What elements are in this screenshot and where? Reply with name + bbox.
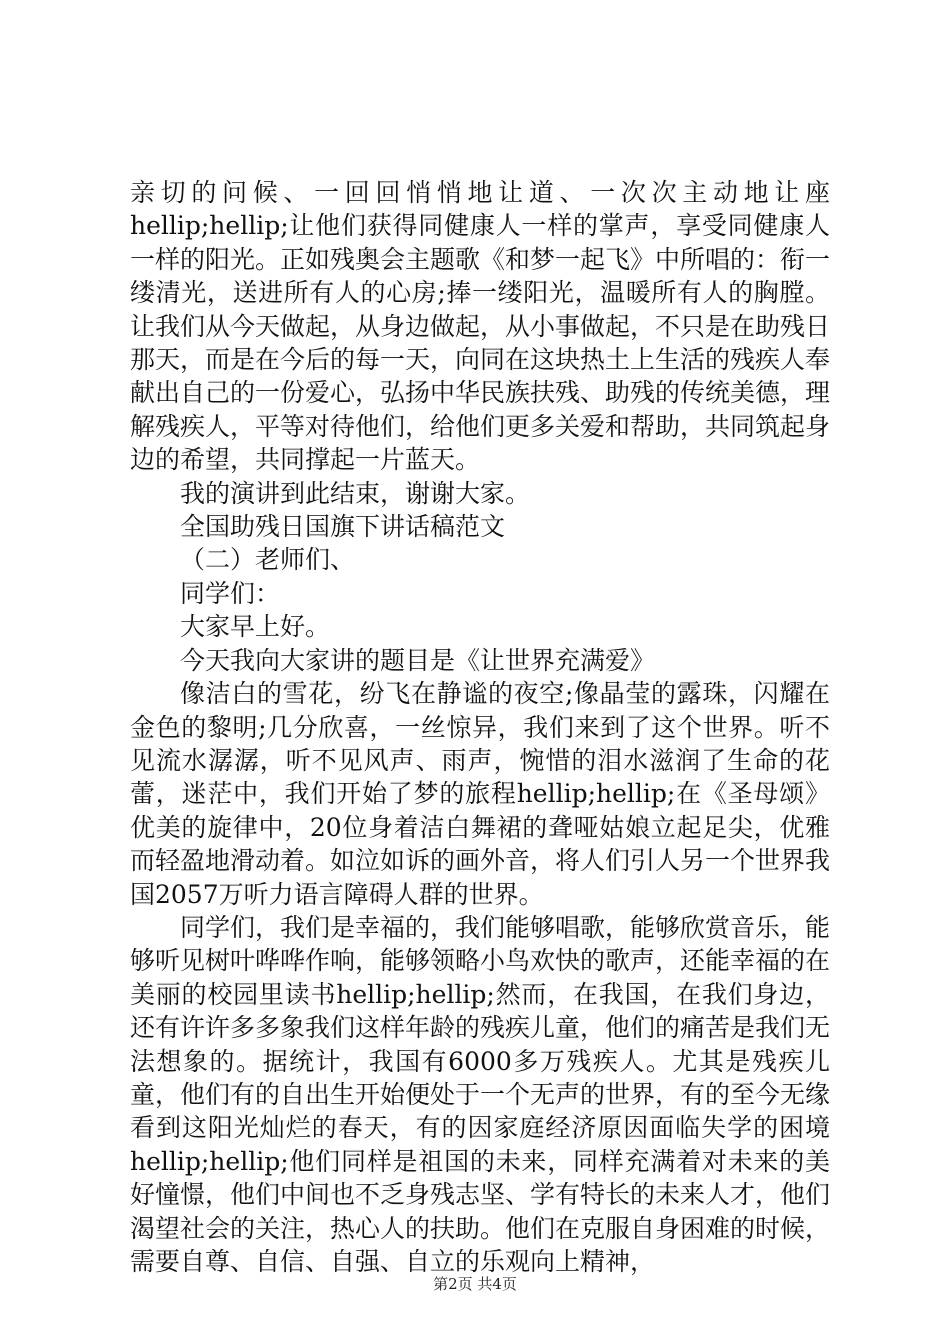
paragraph-6: 大家早上好。 xyxy=(180,612,331,642)
page-footer: 第2页 共4页 xyxy=(433,1275,517,1293)
paragraph-3: 全国助残日国旗下讲话稿范文 xyxy=(180,512,506,542)
paragraph-7: 今天我向大家讲的题目是《让世界充满爱》 xyxy=(180,645,656,675)
paragraph-2: 我的演讲到此结束，谢谢大家。 xyxy=(180,478,531,508)
paragraph-8: 像洁白的雪花，纷飞在静谧的夜空;像晶莹的露珠，闪耀在金色的黎明;几分欣喜，一丝惊异，我们来到了这个世界。听不见流水潺潺，听不见风声、雨声，惋惜的泪水滋润了生命的花蕾，迷茫中，我们开始了梦的旅程hellip;hellip;在《圣母颂》优美的旋律中，20位身着洁白舞裙的聋哑姑娘立起足尖，优雅而轻盈地滑动着。如泣如诉的画外音，将人们引人另一个世界我国2057万听力语言障碍人群的世界。 xyxy=(130,679,831,909)
paragraph-5: 同学们： xyxy=(180,578,281,608)
paragraph-1: 亲切的问候、一回回悄悄地让道、一次次主动地让座hellip;hellip;让他们获得同健康人一样的掌声，享受同健康人一样的阳光。正如残奥会主题歌《和梦一起飞》中所唱的：衔一缕清光，送进所有人的心房;捧一缕阳光，温暖所有人的胸膛。让我们从今天做起，从身边做起，从小事做起，不只是在助残日那天，而是在今后的每一天，向同在这块热土上生活的残疾人奉献出自己的一份爱心，弘扬中华民族扶残、助残的传统美德，理解残疾人，平等对待他们，给他们更多关爱和帮助，共同筑起身边的希望，共同撑起一片蓝天。 xyxy=(130,178,831,475)
paragraph-9: 同学们，我们是幸福的，我们能够唱歌，能够欣赏音乐，能够听见树叶哗哗作响，能够领略小鸟欢快的歌声，还能幸福的在美丽的校园里读书hellip;hellip;然而，在我国，在我们身边，还有许许多多象我们这样年龄的残疾儿童，他们的痛苦是我们无法想象的。据统计，我国有6000多万残疾人。尤其是残疾儿童，他们有的自出生开始便处于一个无声的世界，有的至今无缘看到这阳光灿烂的春天，有的因家庭经济原因面临失学的困境hellip;hellip;他们同样是祖国的未来，同样充满着对未来的美好憧憬，他们中间也不乏身残志坚、学有特长的未来人才，他们渴望社会的关注，热心人的扶助。他们在克服自身困难的时候，需要自尊、自信、自强、自立的乐观向上精神， xyxy=(130,912,831,1276)
document-body xyxy=(130,176,830,1278)
paragraph-4: （二）老师们、 xyxy=(180,545,356,575)
